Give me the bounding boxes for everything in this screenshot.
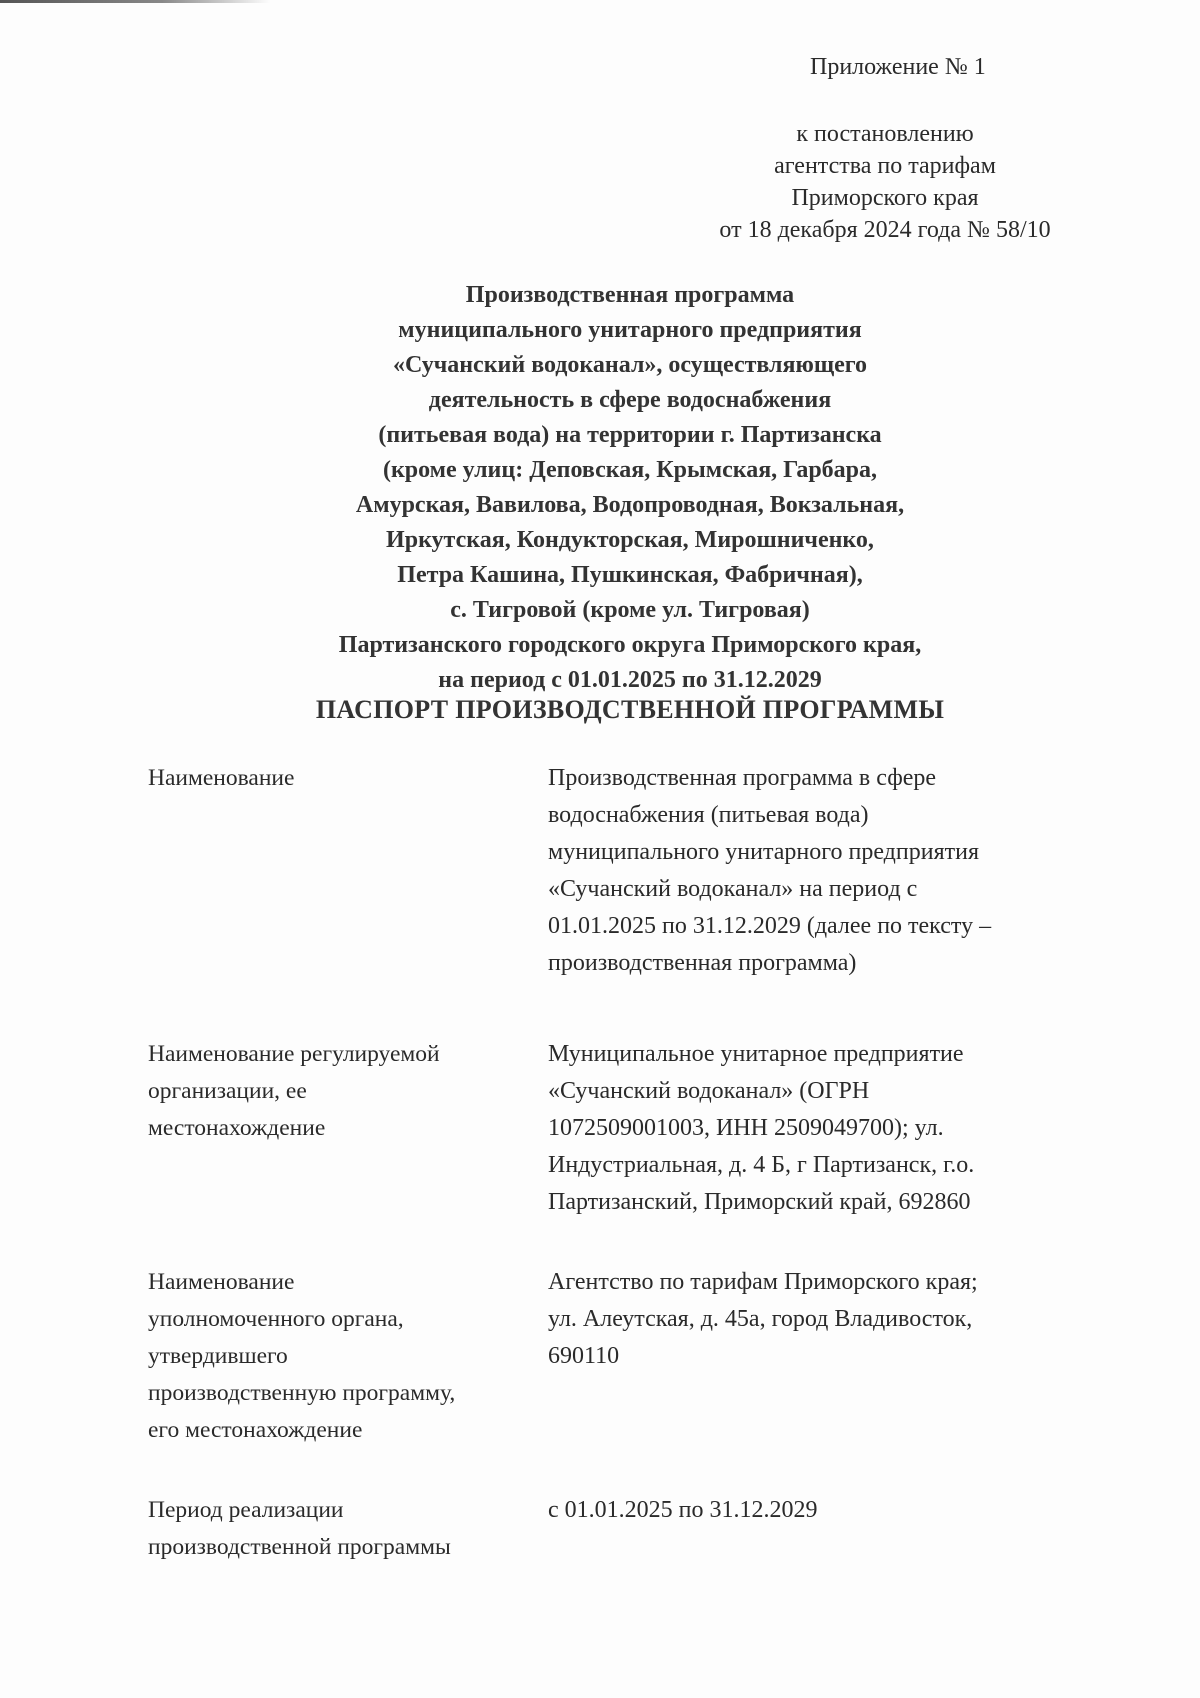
decree-line: Приморского края — [791, 185, 979, 211]
label-line: Период реализации — [148, 1497, 344, 1523]
passport-row-value — [548, 1492, 1088, 1566]
value-line: Муниципальное унитарное предприятие — [548, 1041, 964, 1067]
program-title — [160, 278, 1100, 698]
passport-row-organization — [148, 1036, 1088, 1221]
value-line: Партизанский, Приморский край, 692860 — [548, 1189, 971, 1215]
decree-line: к постановлению — [796, 121, 974, 147]
passport-row-value — [548, 760, 1088, 982]
label-line: его местонахождение — [148, 1417, 363, 1443]
decree-line: от 18 декабря 2024 года № 58/10 — [719, 217, 1051, 243]
program-title-line: Партизанского городского округа Приморского края, — [338, 632, 922, 658]
label-line: производственной программы — [148, 1534, 451, 1560]
passport-row-period — [148, 1492, 1088, 1566]
value-line: водоснабжения (питьевая вода) — [548, 802, 869, 828]
passport-row-value — [548, 1264, 1088, 1449]
program-title-line: на период с 01.01.2025 по 31.12.2029 — [438, 667, 822, 693]
label-line: Наименование — [148, 765, 295, 791]
passport-row-label — [148, 1264, 548, 1449]
passport-row-value — [548, 1036, 1088, 1221]
passport-row-authority — [148, 1264, 1088, 1449]
value-line: производственная программа) — [548, 950, 857, 976]
decree-line: агентства по тарифам — [774, 153, 996, 179]
program-title-line: деятельность в сфере водоснабжения — [428, 387, 832, 413]
program-title-line: «Сучанский водоканал», осуществляющего — [392, 352, 868, 378]
program-title-line: Иркутская, Кондукторская, Мирошниченко, — [386, 527, 874, 553]
value-line: Индустриальная, д. 4 Б, г Партизанск, г.о. — [548, 1152, 975, 1178]
value-line: 01.01.2025 по 31.12.2029 (далее по тексту – — [548, 913, 992, 939]
label-line: производственную программу, — [148, 1380, 456, 1406]
program-title-line: Амурская, Вавилова, Водопроводная, Вокзальная, — [355, 492, 905, 518]
label-line: местонахождение — [148, 1115, 326, 1141]
program-title-line: с. Тигровой (кроме ул. Тигровая) — [450, 597, 810, 623]
program-title-line: муниципального унитарного предприятия — [398, 317, 862, 343]
label-line: Наименование регулируемой — [148, 1041, 440, 1067]
passport-row-label — [148, 760, 548, 982]
passport-row-label — [148, 1036, 548, 1221]
label-line: организации, ее — [148, 1078, 307, 1104]
value-line: «Сучанский водоканал» на период с — [548, 876, 918, 902]
scan-edge-mark — [0, 0, 270, 3]
value-line: 1072509001003, ИНН 2509049700); ул. — [548, 1115, 944, 1141]
program-title-line: Производственная программа — [465, 282, 795, 308]
value-line: Производственная программа в сфере — [548, 765, 937, 791]
label-line: утвердившего — [148, 1343, 288, 1369]
label-line: Наименование — [148, 1269, 295, 1295]
passport-heading: ПАСПОРТ ПРОИЗВОДСТВЕННОЙ ПРОГРАММЫ — [315, 695, 945, 724]
program-title-line: Петра Кашина, Пушкинская, Фабричная), — [397, 562, 863, 588]
value-line: Агентство по тарифам Приморского края; — [548, 1269, 978, 1295]
passport-row-name — [148, 760, 1088, 982]
value-line: «Сучанский водоканал» (ОГРН — [548, 1078, 870, 1104]
decree-reference — [640, 118, 1130, 246]
value-line: 690110 — [548, 1343, 620, 1369]
label-line: уполномоченного органа, — [148, 1306, 404, 1332]
passport-row-label — [148, 1492, 548, 1566]
program-title-line: (питьевая вода) на территории г. Партизанска — [378, 422, 882, 448]
appendix-number: Приложение № 1 — [810, 54, 986, 80]
value-line: муниципального унитарного предприятия — [548, 839, 979, 865]
program-title-line: (кроме улиц: Деповская, Крымская, Гарбара, — [382, 457, 878, 483]
value-line: с 01.01.2025 по 31.12.2029 — [548, 1497, 818, 1523]
value-line: ул. Алеутская, д. 45а, город Владивосток, — [548, 1306, 973, 1332]
